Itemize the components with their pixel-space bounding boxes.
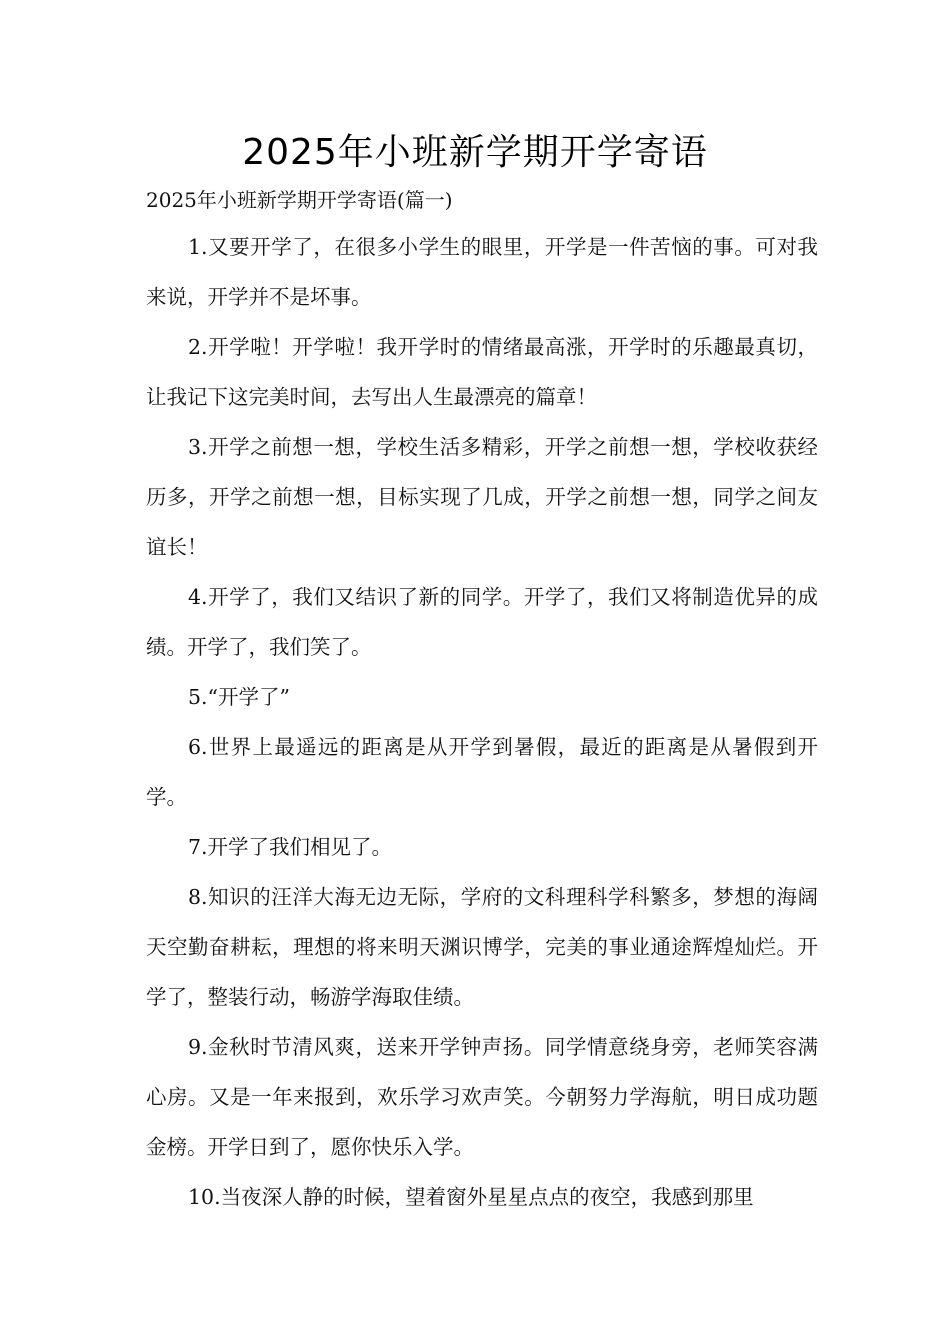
paragraph-10: 10.当夜深人静的时候，望着窗外星星点点的夜空，我感到那里 (188, 1185, 754, 1209)
paragraph-7: 7.开学了我们相见了。 (188, 835, 393, 859)
paragraph-3: 3.开学之前想一想，学校生活多精彩，开学之前想一想，学校收获经历多，开学之前想一想，目标实现了几成，开学之前想一想，同学之间友谊长！ (146, 435, 818, 559)
paragraph-2: 2.开学啦！开学啦！我开学时的情绪最高涨，开学时的乐趣最真切，让我记下这完美时间，去写出人生最漂亮的篇章！ (146, 335, 818, 409)
paragraph-6: 6.世界上最遥远的距离是从开学到暑假，最近的距离是从暑假到开学。 (146, 735, 818, 809)
paragraph-8: 8.知识的汪洋大海无边无际，学府的文科理科学科繁多，梦想的海阔天空勤奋耕耘，理想的将来明天渊识博学，完美的事业通途辉煌灿烂。开学了，整装行动，畅游学海取佳绩。 (146, 885, 818, 1009)
document-title: 2025年小班新学期开学寄语 (242, 132, 708, 173)
paragraph-5: 5.“开学了” (188, 685, 291, 709)
paragraph-9: 9.金秋时节清风爽，送来开学钟声扬。同学情意绕身旁，老师笑容满心房。又是一年来报到，欢乐学习欢声笑。今朝努力学海航，明日成功题金榜。开学日到了，愿你快乐入学。 (146, 1035, 818, 1159)
document-subtitle: 2025年小班新学期开学寄语(篇一) (146, 188, 453, 212)
paragraph-1: 1.又要开学了，在很多小学生的眼里，开学是一件苦恼的事。可对我来说，开学并不是坏事。 (146, 235, 818, 309)
paragraph-4: 4.开学了，我们又结识了新的同学。开学了，我们又将制造优异的成绩。开学了，我们笑了。 (146, 585, 818, 659)
